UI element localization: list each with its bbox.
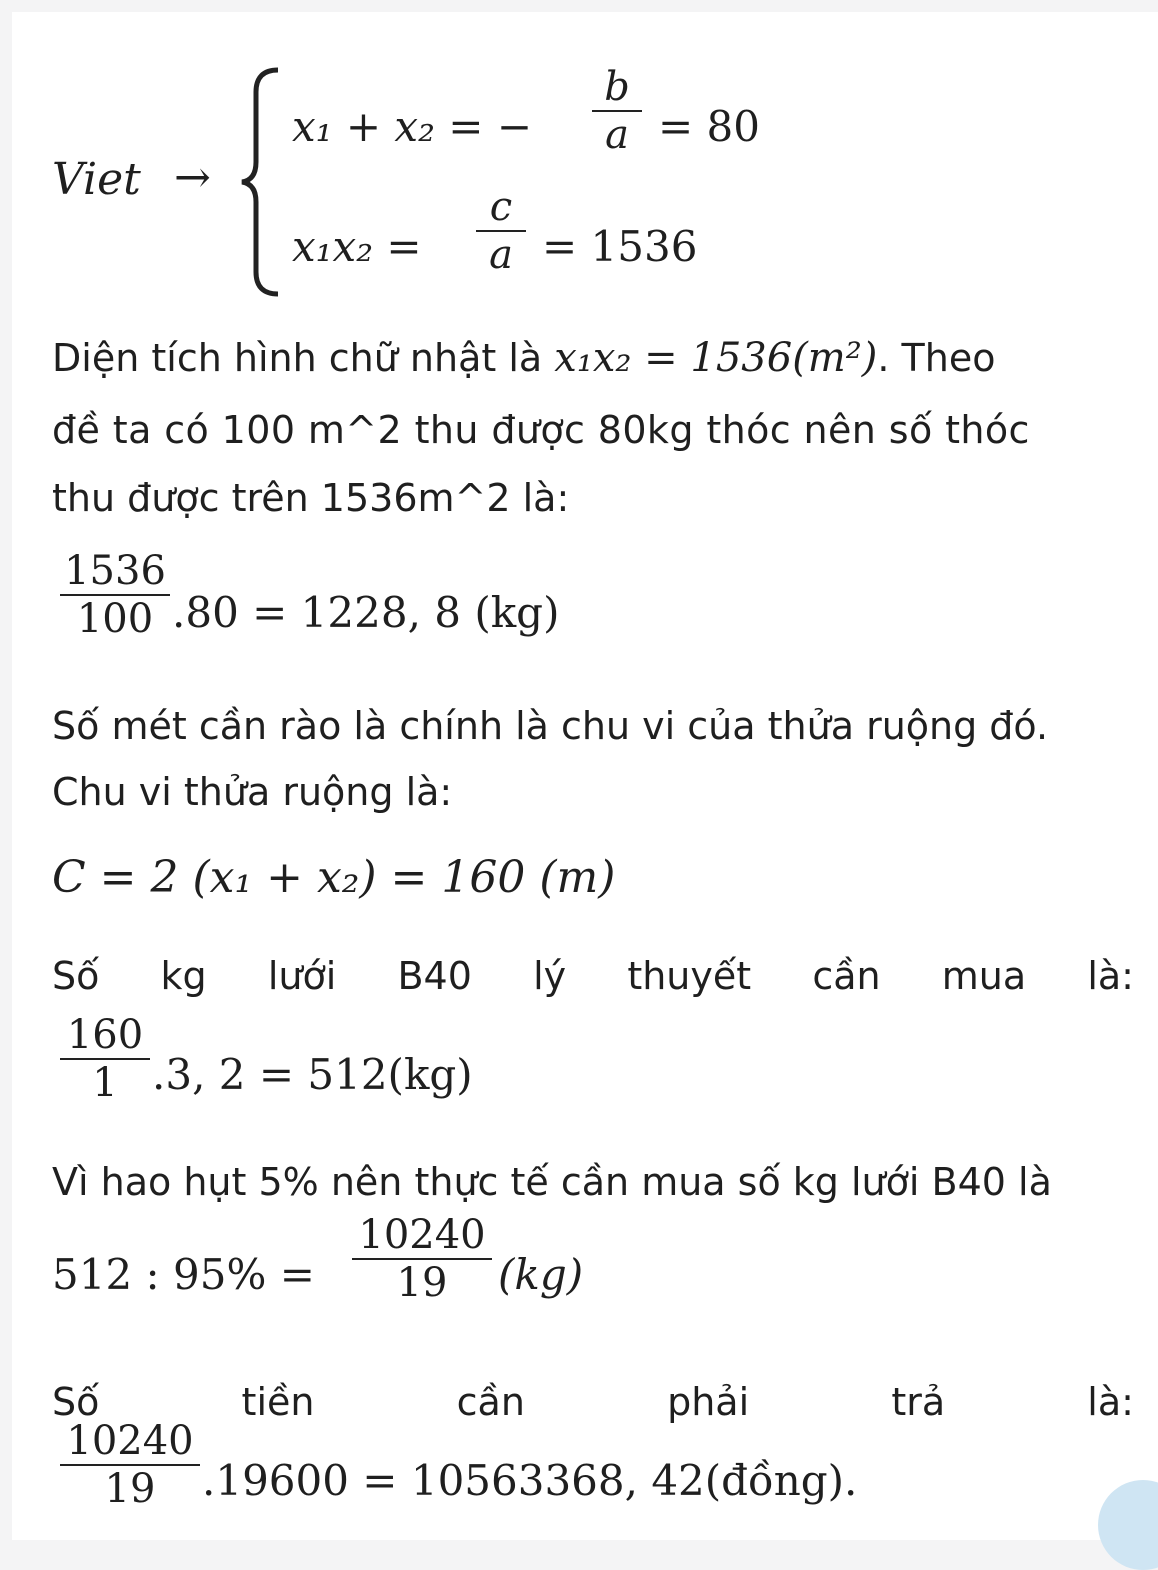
eq1-numerator: b: [604, 64, 630, 110]
mesh-denominator: 1: [92, 1060, 118, 1106]
loss-left: 512 : 95% =: [52, 1250, 315, 1299]
answer-card: [12, 12, 1158, 1540]
word: Số: [52, 1380, 100, 1424]
rice-numerator: 1536: [64, 548, 166, 594]
word: cần: [456, 1380, 525, 1424]
cost-calc: [52, 1418, 952, 1542]
arrow-icon: →: [174, 152, 211, 203]
mesh-calc: [52, 1012, 652, 1132]
floating-help-button[interactable]: [1098, 1480, 1158, 1570]
word: thuyết: [627, 954, 752, 998]
viet-eq2-right: = 1536: [542, 222, 698, 271]
viet-label: Viet: [52, 154, 141, 205]
viet-eq2-fraction: [476, 184, 526, 278]
word: cần: [812, 954, 881, 998]
viet-system: [52, 64, 812, 322]
loss-unit: (kg): [498, 1250, 584, 1299]
para2-line2: Chu vi thửa ruộng là:: [52, 770, 453, 814]
para4-line1: Vì hao hụt 5% nên thực tế cần mua số kg lưới B40 là: [52, 1160, 1052, 1204]
cost-fraction: [60, 1418, 200, 1512]
cost-result: .19600 = 10563368, 42(đồng).: [202, 1456, 858, 1505]
loss-calc: [52, 1212, 752, 1342]
viet-eq2-left: x₁x₂ =: [292, 222, 422, 271]
mesh-result: .3, 2 = 512(kg): [152, 1050, 473, 1099]
word: B40: [397, 954, 472, 998]
para1-line3: thu được trên 1536m^2 là:: [52, 476, 570, 520]
word: lý: [533, 954, 567, 998]
word: lưới: [267, 954, 337, 998]
loss-fraction: [352, 1212, 492, 1306]
eq2-denominator: a: [489, 232, 513, 278]
word: mua: [941, 954, 1027, 998]
mesh-fraction: [60, 1012, 150, 1106]
rice-fraction: [60, 548, 170, 642]
cost-denominator: 19: [104, 1466, 156, 1512]
area-formula: x₁x₂ = 1536(m²): [554, 335, 878, 381]
word: kg: [160, 954, 207, 998]
eq1-denominator: a: [605, 112, 629, 158]
word: Số: [52, 954, 100, 998]
word: là:: [1087, 1380, 1134, 1424]
para3-line: [52, 942, 1134, 1010]
cost-numerator: 10240: [66, 1418, 194, 1464]
word: phải: [667, 1380, 750, 1424]
viet-eq1-fraction: [592, 64, 642, 158]
para1-line1: [52, 324, 995, 392]
rice-denominator: 100: [76, 596, 154, 642]
word: là:: [1087, 954, 1134, 998]
word: tiền: [241, 1380, 315, 1424]
word: trả: [891, 1380, 946, 1424]
rice-calc: [52, 548, 752, 678]
para1-text: Diện tích hình chữ nhật là: [52, 336, 555, 380]
rice-result: .80 = 1228, 8 (kg): [172, 588, 560, 637]
viet-eq1-right: = 80: [658, 102, 760, 151]
left-brace: [238, 62, 288, 302]
loss-numerator: 10240: [358, 1212, 486, 1258]
para1-line2: đề ta có 100 m^2 thu được 80kg thóc nên số thóc: [52, 408, 1030, 452]
eq2-numerator: c: [489, 184, 513, 230]
mesh-numerator: 160: [66, 1012, 144, 1058]
loss-denominator: 19: [396, 1260, 448, 1306]
perimeter-formula: C = 2 (x₁ + x₂) = 160 (m): [52, 852, 616, 903]
top-page-edge: [0, 0, 1158, 12]
viet-eq1-left: x₁ + x₂ = −: [292, 102, 533, 151]
para1-theo: . Theo: [877, 336, 996, 380]
para2-line1: Số mét cần rào là chính là chu vi của thửa ruộng đó.: [52, 704, 1049, 748]
